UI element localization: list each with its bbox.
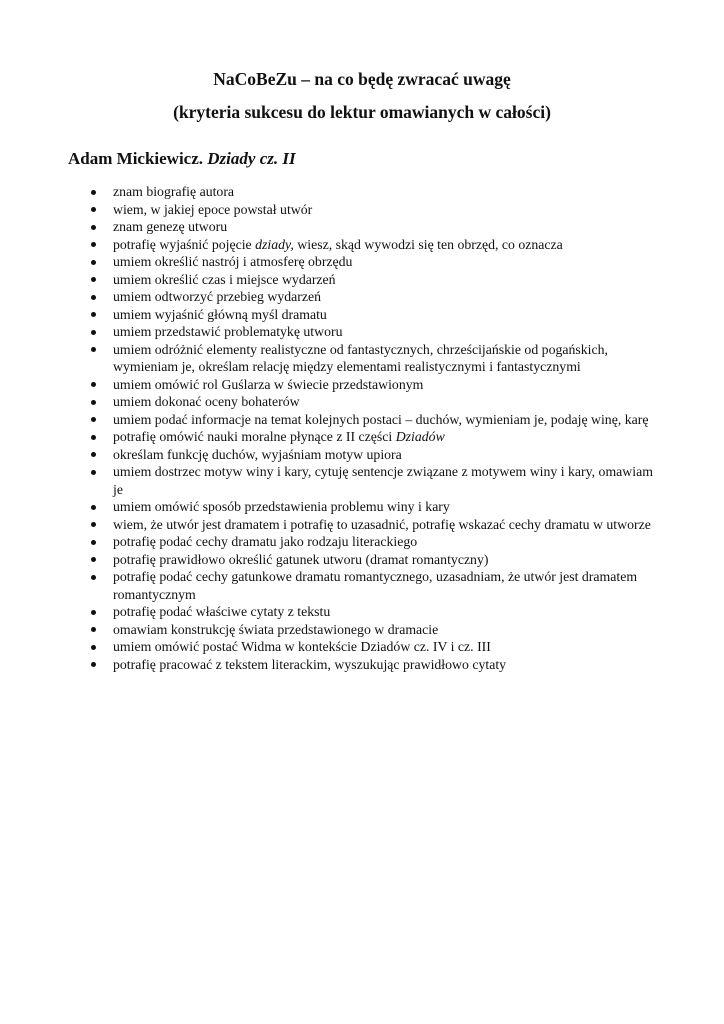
criteria-text: potrafię podać właściwe cytaty z tekstu [113, 604, 331, 619]
bullet-icon [91, 470, 96, 475]
criteria-item [0, 236, 724, 254]
bullet-icon [91, 435, 96, 440]
criteria-text: wiem, w jakiej epoce powstał utwór [113, 201, 313, 217]
criteria-text: potrafię podać cechy gatunkowe dramatu romantycznego, uzasadniam, że utwór jest dramatem romantycznym [113, 569, 638, 602]
criteria-text: potrafię prawidłowo określić gatunek utworu (dramat romantyczny) [113, 551, 489, 567]
criteria-item [0, 516, 724, 534]
bullet-icon [91, 382, 96, 387]
criteria-text: wiem, że utwór jest dramatem i potrafię to uzasadnić, potrafię wskazać cechy dramatu w utworze [113, 516, 651, 532]
bullet-icon [91, 330, 96, 335]
criteria-italic-term: Dziadów [395, 429, 445, 444]
criteria-text: umiem określić nastrój i atmosferę obrzędu [113, 254, 353, 269]
criteria-item [0, 463, 724, 498]
criteria-item [0, 271, 724, 289]
work-title: Dziady cz. II [207, 149, 296, 168]
bullet-icon [91, 575, 96, 580]
criteria-text: umiem omówić postać Widma w kontekście Dziadów cz. IV i cz. III [113, 639, 491, 654]
bullet-icon [91, 347, 96, 352]
criteria-text: umiem odtworzyć przebieg wydarzeń [113, 289, 322, 304]
bullet-icon [91, 400, 96, 405]
criteria-item [0, 183, 724, 201]
criteria-item [0, 201, 724, 219]
bullet-icon [91, 295, 96, 300]
criteria-text: potrafię podać cechy dramatu jako rodzaju literackiego [113, 534, 418, 549]
bullet-icon [91, 662, 96, 667]
criteria-item [0, 498, 724, 516]
criteria-text: potrafię pracować z tekstem literackim, wyszukując prawidłowo cytaty [113, 656, 507, 672]
bullet-icon [91, 505, 96, 510]
author-name: Adam Mickiewicz. [68, 149, 204, 168]
criteria-text: znam biografię autora [113, 184, 235, 199]
criteria-item [0, 603, 724, 621]
bullet-icon [91, 645, 96, 650]
bullet-icon [91, 277, 96, 282]
criteria-text: potrafię wyjaśnić pojęcie [113, 236, 256, 252]
criteria-item [0, 533, 724, 551]
criteria-item [0, 568, 724, 603]
criteria-list [0, 183, 724, 673]
criteria-text: znam genezę utworu [113, 219, 228, 234]
criteria-text: umiem przedstawić problematykę utworu [113, 324, 343, 339]
criteria-text: umiem omówić rol Guślarza w świecie przedstawionym [113, 376, 424, 392]
criteria-text: umiem określić czas i miejsce wydarzeń [113, 271, 336, 287]
bullet-icon [91, 225, 96, 230]
bullet-icon [91, 260, 96, 265]
bullet-icon [91, 557, 96, 562]
criteria-item [0, 253, 724, 271]
bullet-icon [91, 522, 96, 527]
section-heading [68, 148, 296, 170]
criteria-item [0, 376, 724, 394]
criteria-item [0, 341, 724, 376]
criteria-item [0, 288, 724, 306]
criteria-item [0, 428, 724, 446]
bullet-icon [91, 207, 96, 212]
criteria-item [0, 218, 724, 236]
criteria-item [0, 551, 724, 569]
criteria-item [0, 446, 724, 464]
criteria-text: wiesz, skąd wywodzi się ten obrzęd, co oznacza [293, 236, 563, 252]
criteria-item [0, 393, 724, 411]
bullet-icon [91, 610, 96, 615]
criteria-text: umiem podać informacje na temat kolejnych postaci – duchów, wymieniam je, podaję winę, karę [113, 411, 649, 427]
criteria-text: potrafię omówić nauki moralne płynące z II części [113, 429, 396, 444]
criteria-item [0, 656, 724, 674]
bullet-icon [91, 540, 96, 545]
criteria-item [0, 638, 724, 656]
bullet-icon [91, 190, 96, 195]
criteria-text: określam funkcję duchów, wyjaśniam motyw upiora [113, 446, 402, 462]
bullet-icon [91, 627, 96, 632]
criteria-text: umiem wyjaśnić główną myśl dramatu [113, 306, 327, 322]
criteria-text: umiem omówić sposób przedstawienia problemu winy i kary [113, 499, 450, 514]
criteria-text: umiem dostrzec motyw winy i kary, cytuję sentencje związane z motywem winy i kary, omawiam je [113, 464, 653, 497]
bullet-icon [91, 312, 96, 317]
bullet-icon [91, 452, 96, 457]
bullet-icon [91, 417, 96, 422]
criteria-item [0, 306, 724, 324]
criteria-item [0, 621, 724, 639]
document-title: NaCoBeZu – na co będę zwracać uwagę [213, 69, 511, 89]
criteria-text: umiem odróżnić elementy realistyczne od fantastycznych, chrześcijańskie od pogańskich, wymieniam je, określam relację między elementami realistycznymi i fantastycznymi [113, 341, 608, 374]
document-subtitle: (kryteria sukcesu do lektur omawianych w całości) [173, 102, 551, 122]
criteria-item [0, 323, 724, 341]
criteria-text: umiem dokonać oceny bohaterów [113, 394, 300, 409]
criteria-item [0, 411, 724, 429]
bullet-icon [91, 242, 96, 247]
criteria-text: omawiam konstrukcję świata przedstawionego w dramacie [113, 621, 439, 637]
criteria-italic-term: dziady, [255, 236, 294, 252]
